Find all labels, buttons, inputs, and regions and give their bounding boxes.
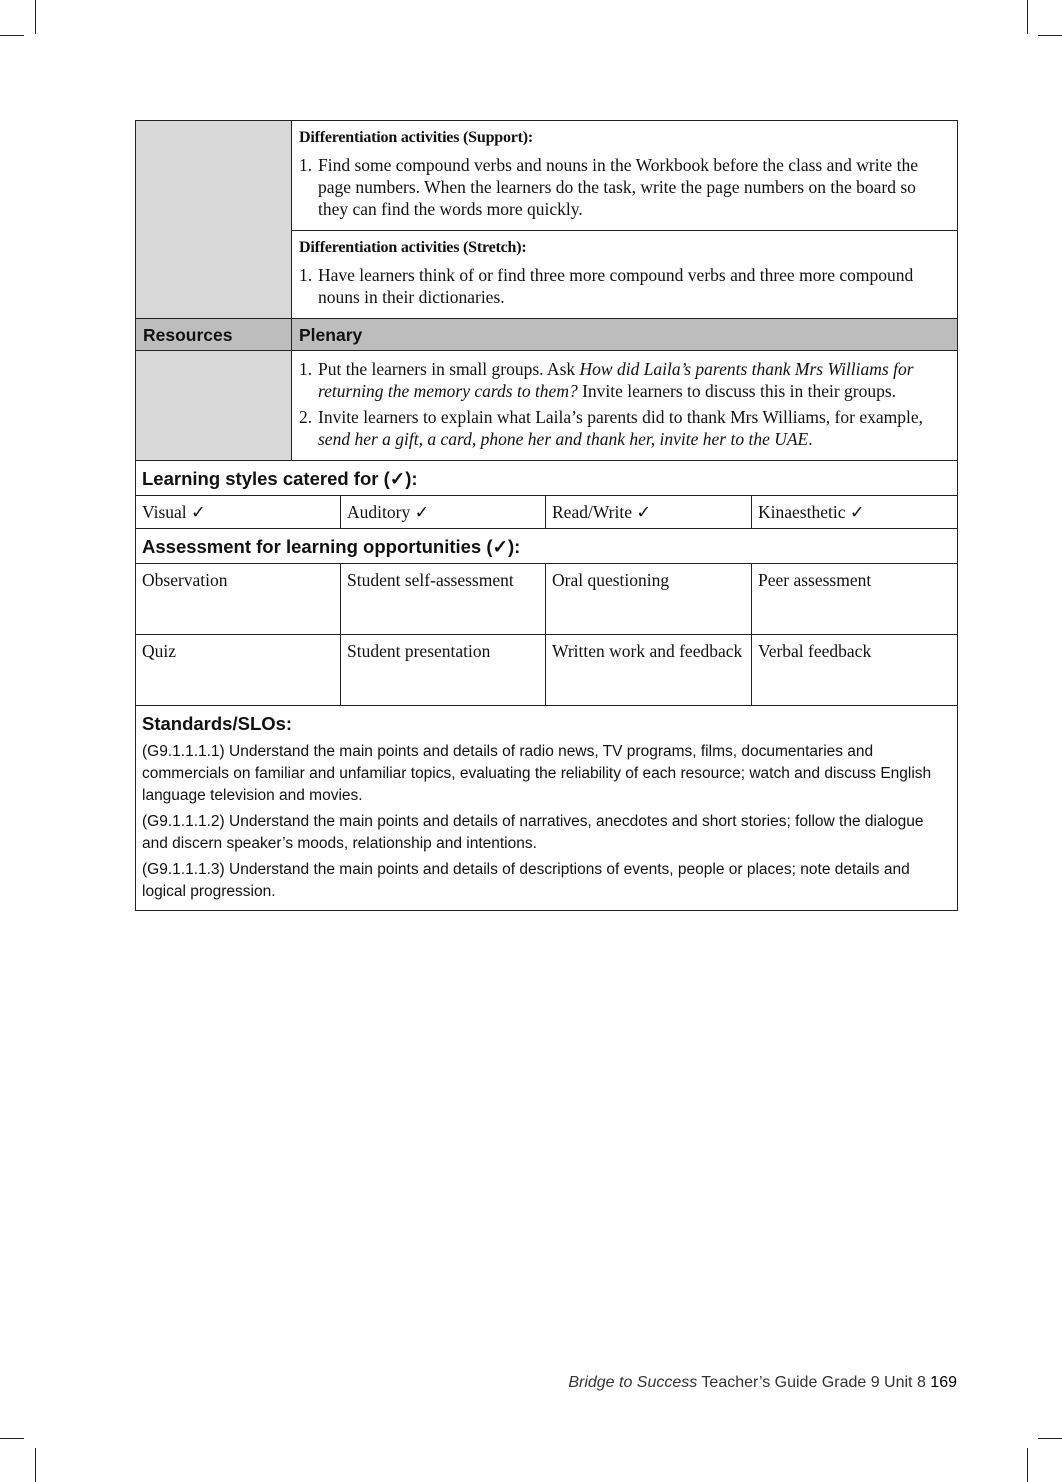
crop-mark — [35, 0, 36, 34]
differentiation-support-list — [299, 154, 947, 220]
assessment-cell: Observation — [136, 563, 341, 634]
crop-mark — [35, 1448, 36, 1482]
learning-styles-heading: Learning styles catered for (✓): — [136, 460, 958, 495]
assessment-cell: Quiz — [136, 634, 341, 705]
differentiation-stretch-list — [299, 264, 947, 308]
learning-style-visual: Visual ✓ — [136, 495, 341, 528]
list-item — [299, 358, 947, 402]
lesson-plan-sheet — [135, 120, 957, 911]
lesson-table-bottom — [135, 460, 958, 911]
item-italic-text: How did Laila’s parents thank Mrs Williams for returning the memory cards to them? — [318, 359, 914, 401]
learning-style-read-write: Read/Write ✓ — [546, 495, 752, 528]
item-text: Invite learners to discuss this in their groups. — [577, 381, 897, 401]
differentiation-support-cell — [292, 121, 958, 231]
crop-mark — [0, 35, 24, 36]
crop-mark — [0, 1438, 24, 1439]
resources-header: Resources — [136, 319, 292, 351]
assessment-cell: Written work and feedback — [546, 634, 752, 705]
plenary-cell — [292, 351, 958, 461]
book-title: Bridge to Success — [568, 1374, 698, 1391]
standards-heading: Standards/SLOs: — [142, 712, 293, 734]
item-text: . — [808, 429, 813, 449]
lesson-table-top — [135, 120, 958, 461]
resources-cell — [136, 351, 292, 461]
assessment-cell: Verbal feedback — [752, 634, 958, 705]
list-item — [299, 406, 947, 450]
assessment-cell: Student self-assessment — [341, 563, 546, 634]
standard-item: (G9.1.1.1.2) Understand the main points and details of narratives, anecdotes and short stories; follow the dialogue and discern speaker’s moods, relationship and intentions. — [142, 812, 924, 852]
differentiation-stretch-title: Differentiation activities (Stretch): — [299, 239, 527, 256]
assessment-cell: Peer assessment — [752, 563, 958, 634]
list-item — [299, 154, 947, 220]
standards-cell — [136, 705, 958, 910]
differentiation-support-title: Differentiation activities (Support): — [299, 129, 534, 146]
crop-mark — [1027, 0, 1028, 34]
standard-item: (G9.1.1.1.3) Understand the main points and details of descriptions of events, people or places; note details and logical progression. — [142, 860, 910, 900]
page-number: 169 — [930, 1374, 957, 1391]
item-text: Have learners think of or find three more compound verbs and three more compound nouns in their dictionaries. — [318, 265, 914, 307]
standard-item: (G9.1.1.1.1) Understand the main points and details of radio news, TV programs, films, documentaries and commercials on familiar and unfamiliar topics, evaluating the reliability of each resource; watch and discuss English language television and movies. — [142, 742, 932, 804]
item-italic-text: send her a gift, a card, phone her and thank her, invite her to the UAE — [318, 429, 809, 449]
page-footer — [568, 1374, 957, 1392]
crop-mark — [1038, 35, 1062, 36]
learning-style-kinaesthetic: Kinaesthetic ✓ — [752, 495, 958, 528]
assessment-heading: Assessment for learning opportunities (✓): — [136, 528, 958, 563]
item-text: Put the learners in small groups. Ask — [318, 359, 580, 379]
learning-style-auditory: Auditory ✓ — [341, 495, 546, 528]
crop-mark — [1038, 1438, 1062, 1439]
list-item — [299, 264, 947, 308]
item-number: 1. — [299, 359, 313, 379]
item-text: Invite learners to explain what Laila’s parents did to thank Mrs Williams, for example, — [318, 407, 923, 427]
item-number: 1. — [299, 155, 313, 175]
assessment-cell: Student presentation — [341, 634, 546, 705]
item-text: Find some compound verbs and nouns in the Workbook before the class and write the page numbers. When the learners do the task, write the page numbers on the board so they can find the words more quickly. — [318, 155, 918, 219]
plenary-list — [299, 358, 947, 450]
plenary-header: Plenary — [292, 319, 958, 351]
assessment-cell: Oral questioning — [546, 563, 752, 634]
crop-mark — [1027, 1448, 1028, 1482]
empty-side-cell — [136, 121, 292, 319]
differentiation-stretch-cell — [292, 231, 958, 319]
item-number: 2. — [299, 407, 313, 427]
guide-text: Teacher’s Guide Grade 9 Unit 8 — [697, 1374, 931, 1391]
item-number: 1. — [299, 265, 313, 285]
